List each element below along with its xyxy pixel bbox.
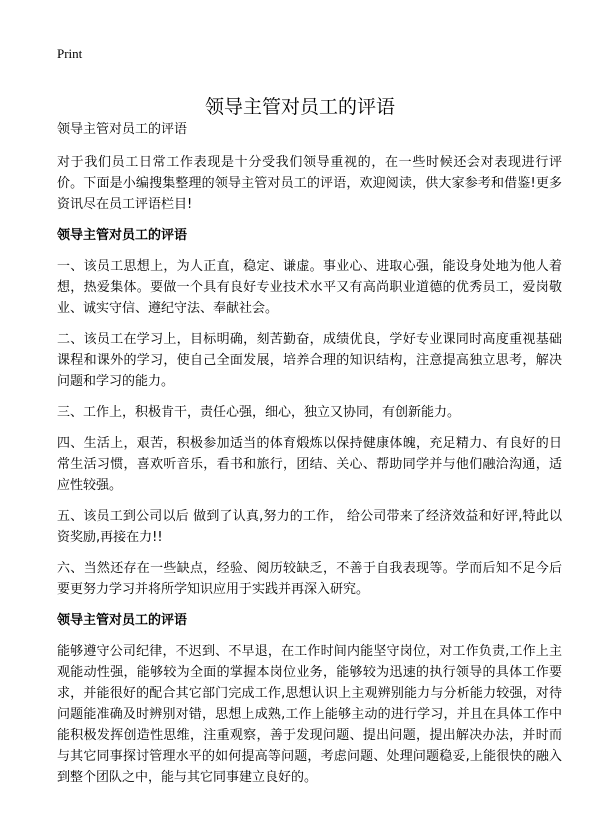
section-heading: 领导主管对员工的评语: [57, 613, 188, 628]
paragraph: 一、该员工思想上，为人正直，稳定、谦虚。事业心、进取心强，能设身处地为他人着想，热爱集体。要做一个具有良好专业技术水平又有高尚职业道德的优秀员工，爱岗敬业、诚实守信、遵纪守法、奉献社会。: [57, 259, 562, 316]
paragraph: 三、工作上，积极肯干，责任心强，细心，独立又协同，有创新能力。: [57, 405, 461, 420]
article-intro: 对于我们员工日常工作表现是十分受我们领导重视的，在一些时候还会对表现进行评价。下面是小编搜集整理的领导主管对员工的评语，欢迎阅读，供大家参考和借鉴!更多资讯尽在员工评语栏目!: [57, 155, 562, 212]
article-subtitle: 领导主管对员工的评语: [57, 122, 188, 137]
print-link[interactable]: Print: [57, 46, 83, 61]
paragraph: 六、当然还存在一些缺点，经验、阅历较缺乏，不善于自我表现等。学而后知不足今后要更努力学习并将所学知识应用于实践并再深入研究。: [57, 561, 562, 597]
article-body: [57, 119, 562, 798]
section-heading: 领导主管对员工的评语: [57, 228, 188, 243]
paragraph: 能够遵守公司纪律，不迟到、不早退，在工作时间内能坚守岗位，对工作负责,工作上主观能动性强，能够较为全面的掌握本岗位业务，能够较为迅速的执行领导的具体工作要求，并能很好的配合其它部门完成工作,思想认识上主观辨别能力与分析能力较强，对待问题能准确及时辨别对错，思想上成熟,工作上能够主动的进行学习，并且在具体工作中能积极发挥创造性思维，注重观察，善于发现问题、提出问题，提出解决办法，并时而与其它同事探讨管理水平的如何提高等问题，考虑问题、处理问题稳妥,上能很快的融入到整个团队之中，能与其它同事建立良好的。: [57, 644, 562, 785]
paragraph: 二、该员工在学习上，目标明确，刻苦勤奋，成绩优良，学好专业课同时高度重视基础课程和课外的学习，使自己全面发展，培养合理的知识结构，注意提高独立思考，解决问题和学习的能力。: [57, 332, 562, 389]
paragraph: 四、生活上，艰苦，积极参加适当的体育煅炼以保持健康体魄，充足精力、有良好的日常生活习惯，喜欢听音乐，看书和旅行，团结、关心、帮助同学并与他们融洽沟通，适应性较强。: [57, 436, 562, 493]
page-title: 领导主管对员工的评语: [204, 95, 395, 118]
paragraph: 五、该员工到公司以后 做到了认真,努力的工作， 给公司带来了经济效益和好评,特此以资奖励,再接在力!!: [57, 509, 562, 545]
